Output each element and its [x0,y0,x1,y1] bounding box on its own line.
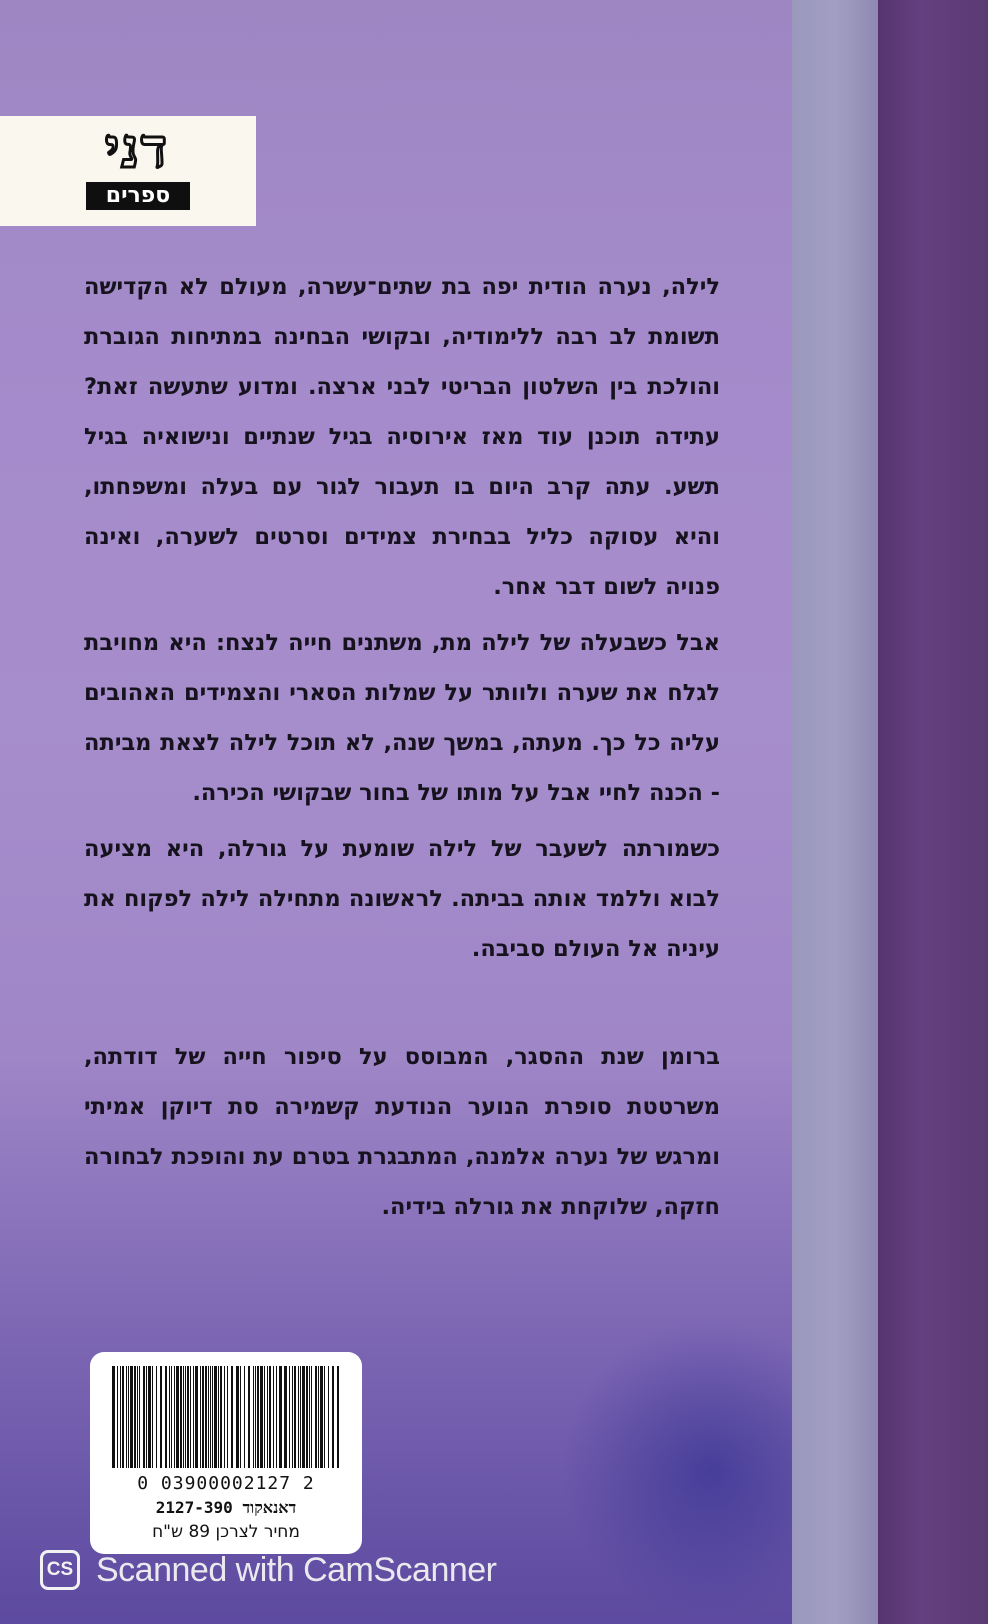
danacode: דאנאקוד 2127-390 [155,1498,297,1517]
barcode-bar [176,1366,179,1468]
barcode-bar [139,1366,140,1468]
camscanner-watermark [40,1548,497,1592]
book-title-inline: שנת ההסגר [514,1044,644,1070]
blurb-paragraph-1: לילה, נערה הודית יפה בת שתים־עשרה, מעולם לא הקדישה תשומת לב רבה ללימודיה, ובקושי הבחינה במתיחות הגוברת והולכת בין השלטון הבריטי לבני ארצה. ומדוע שתעשה זאת? עתידה תוכנן עוד מאז אירוסיה בגיל שנתיים ונישואיה בגיל תשע. עתה קרב היום בו תעבור לגור עם בעלה ומשפחתו, והיא עסוקה כליל בבחירת צמידים וסרטים לשערה, ואינה פנויה לשום דבר אחר. [84,274,720,600]
barcode-bar [208,1366,209,1468]
barcode-bar [279,1366,282,1468]
barcode-bar [253,1366,254,1468]
barcode-bar [160,1366,162,1468]
barcode-bar [148,1366,151,1468]
barcode-bar [117,1366,118,1468]
publisher-imprint: ספרים [86,182,190,210]
barcode-bar [269,1366,271,1468]
barcode-bar [195,1366,198,1468]
barcode-bar [267,1366,268,1468]
barcode-bar [300,1366,301,1468]
camscanner-text: Scanned with CamScanner [96,1550,497,1589]
barcode-bar [185,1366,186,1468]
barcode-bar [231,1366,233,1468]
barcode-bar [309,1366,310,1468]
barcode-bar [156,1366,157,1468]
barcode-bars [112,1366,340,1468]
barcode-bar [128,1366,129,1468]
barcode-bar [320,1366,323,1468]
barcode-bar [260,1366,263,1468]
barcode-bar [284,1366,287,1468]
barcode-bar [302,1366,305,1468]
barcode-bar [210,1366,211,1468]
barcode-bar [264,1366,265,1468]
barcode-bar [220,1366,222,1468]
blurb-paragraph-3: כשמורתה לשעבר של לילה שומעת על גורלה, היא מציעה לבוא וללמד אותה בביתה. לראשונה מתחילה לילה לפקוח את עיניה אל העולם סביבה. [84,836,720,962]
barcode-bar [328,1366,329,1468]
spine-light-band [792,0,878,1624]
barcode-bar [289,1366,290,1468]
barcode-bar [294,1366,296,1468]
blurb-p4-rest: , המבוסס על סיפור חייה של דודתה, משרטטת סופרת הנוער הנודעת קשמירה סת דיוקן אמיתי ומרגש של נערה אלמנה, המתבגרת בטרם עת והופכת לבחורה חזקה, שלוקחת את גורלה בידיה. [84,1044,720,1220]
barcode-bar [152,1366,153,1468]
barcode-sticker [90,1352,362,1554]
barcode-bar [183,1366,184,1468]
blurb-paragraph-2: אבל כשבעלה של לילה מת, משתנים חייה לנצח: היא מחויבת לגלח את שערה ולוותר על שמלות הסארי והצמידים האהובים עליה כל כך. מעתה, במשך שנה, לא תוכל לילה לצאת מביתה - הכנה לחיי אבל על מותו של בחור שבקושי הכירה. [84,630,720,806]
spine-dark-band [878,0,988,1624]
barcode-bar [134,1366,136,1468]
barcode-bar [224,1366,225,1468]
barcode-bar [236,1366,239,1468]
barcode-bar [332,1366,334,1468]
barcode-bar [212,1366,213,1468]
barcode-bar [137,1366,138,1468]
barcode-bar [126,1366,127,1468]
barcode-bar [174,1366,175,1468]
blurb-p4-intro: ברומן [643,1044,720,1070]
barcode-bar [292,1366,293,1468]
barcode-bar [193,1366,194,1468]
publisher-name: דני [105,116,169,180]
barcode-bar [180,1366,182,1468]
barcode-bar [122,1366,124,1468]
barcode-bar [146,1366,147,1468]
barcode-bar [202,1366,204,1468]
paragraph-gap [84,980,720,1032]
barcode-bar [171,1366,172,1468]
barcode-bar [187,1366,189,1468]
barcode-bar [276,1366,277,1468]
barcode-bar [205,1366,207,1468]
barcode-bar [130,1366,133,1468]
camscanner-icon: CS [40,1550,80,1590]
barcode-bar [240,1366,241,1468]
barcode-bar [306,1366,308,1468]
barcode-bar [255,1366,256,1468]
barcode-bar [120,1366,121,1468]
book-blurb [84,262,720,1238]
barcode-bar [324,1366,325,1468]
barcode-bar [248,1366,250,1468]
barcode-digits: 0 03900002127 2 [137,1473,315,1494]
barcode-bar [214,1366,217,1468]
barcode-bar [311,1366,312,1468]
barcode-bar [257,1366,259,1468]
publisher-logo [0,116,256,226]
barcode-bar [218,1366,219,1468]
barcode-bar [169,1366,170,1468]
barcode-bar [273,1366,274,1468]
barcode-bar [298,1366,299,1468]
barcode-bar [143,1366,145,1468]
barcode-bar [337,1366,339,1468]
barcode-bar [244,1366,245,1468]
barcode-bar [190,1366,191,1468]
barcode-bar [227,1366,228,1468]
barcode-bar [315,1366,317,1468]
barcode-bar [165,1366,167,1468]
barcode-bar [318,1366,319,1468]
barcode-bar [200,1366,201,1468]
price-label: מחיר לצרכן 89 ש"ח [152,1522,300,1542]
blurb-paragraph-4 [84,1032,720,1232]
barcode-bar [112,1366,115,1468]
